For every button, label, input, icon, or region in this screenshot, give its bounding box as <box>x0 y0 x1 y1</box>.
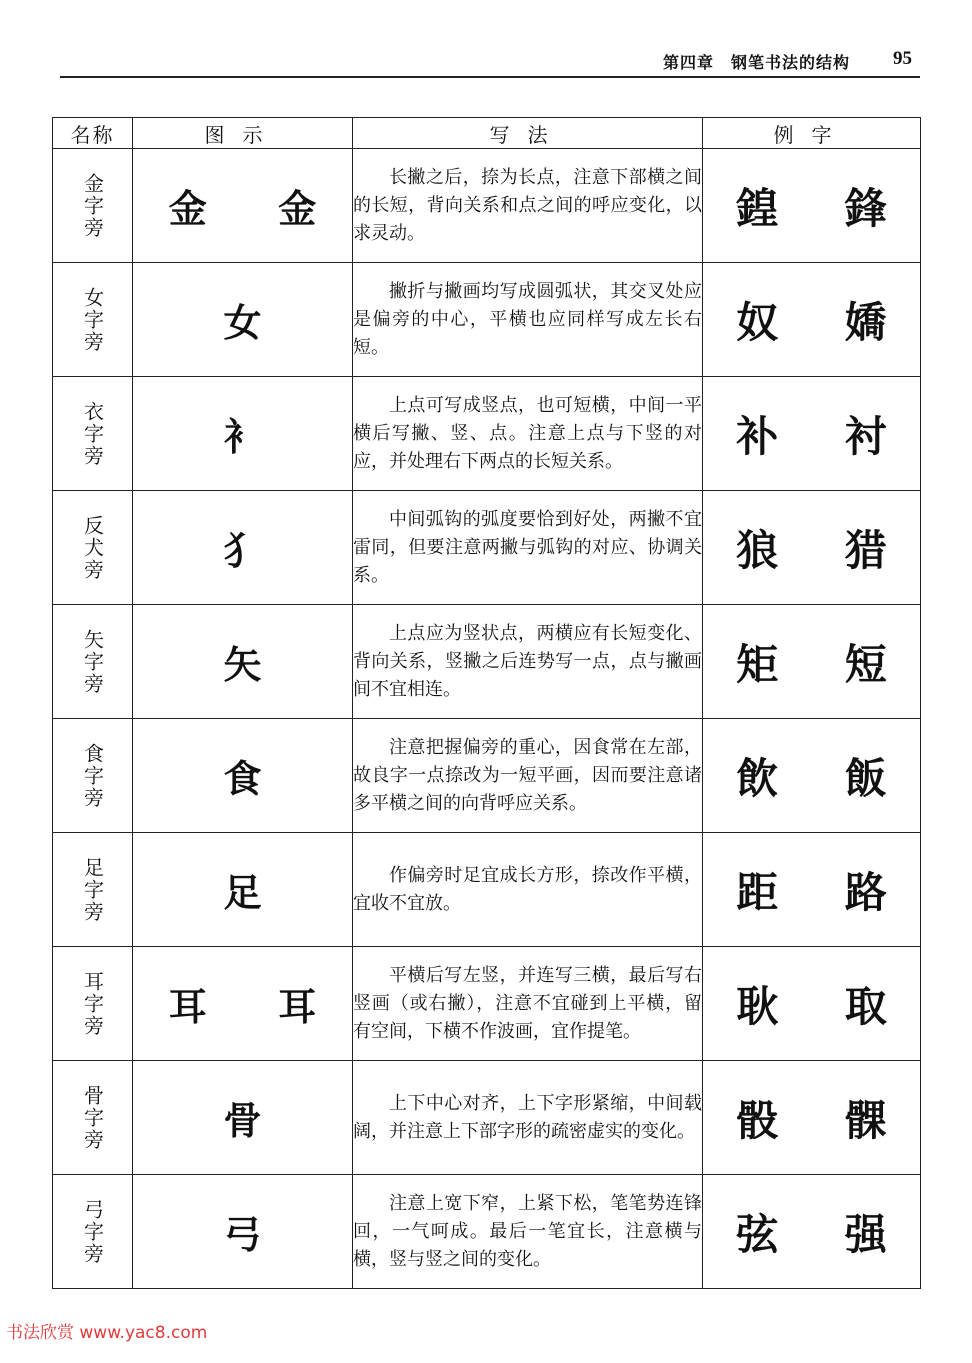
radical-name: 衣字旁 <box>53 377 133 491</box>
diagram-cell <box>133 947 353 1061</box>
diagram-glyph: 衤 <box>223 414 262 459</box>
example-glyph: 猎 <box>844 525 887 575</box>
table-row <box>53 719 921 833</box>
example-glyph: 路 <box>844 867 887 917</box>
method-text: 注意把握偏旁的重心，因食常在左部，故良字一点捺改为一短平画，因而要注意诸多平横之间的向背呼应关系。 <box>353 719 703 833</box>
diagram-glyph: 金 <box>168 186 207 231</box>
example-glyph: 鋒 <box>844 183 887 233</box>
example-glyph: 耿 <box>736 981 779 1031</box>
diagram-cell <box>133 263 353 377</box>
table-row <box>53 149 921 263</box>
diagram-glyph: 食 <box>223 756 262 801</box>
example-cell <box>703 947 921 1061</box>
example-glyph: 狼 <box>736 525 779 575</box>
radical-name: 金字旁 <box>53 149 133 263</box>
example-cell <box>703 1061 921 1175</box>
example-cell <box>703 377 921 491</box>
table-row <box>53 1061 921 1175</box>
table-row <box>53 377 921 491</box>
radical-name: 反犬旁 <box>53 491 133 605</box>
method-text: 平横后写左竖，并连写三横，最后写右竖画（或右撇），注意不宜碰到上平横，留有空间，下横不作波画，宜作提笔。 <box>353 947 703 1061</box>
diagram-cell <box>133 719 353 833</box>
example-cell <box>703 1175 921 1289</box>
table-row <box>53 263 921 377</box>
example-glyph: 飲 <box>736 753 779 803</box>
method-text: 注意上宽下窄，上紧下松，笔笔势连锋回，一气呵成。最后一笔宜长，注意横与横，竖与竖之间的变化。 <box>353 1175 703 1289</box>
example-glyph: 补 <box>736 411 779 461</box>
table-row <box>53 947 921 1061</box>
table-header-row <box>53 118 921 149</box>
diagram-cell <box>133 491 353 605</box>
radical-name: 女字旁 <box>53 263 133 377</box>
method-text: 作偏旁时足宜成长方形，捺改作平横，宜收不宜放。 <box>353 833 703 947</box>
diagram-glyph: 女 <box>223 300 262 345</box>
method-text: 中间弧钩的弧度要恰到好处，两撇不宜雷同，但要注意两撇与弧钩的对应、协调关系。 <box>353 491 703 605</box>
example-cell <box>703 605 921 719</box>
example-glyph: 嬌 <box>844 297 887 347</box>
example-cell <box>703 719 921 833</box>
table-row <box>53 833 921 947</box>
chapter-title: 第四章 钢笔书法的结构 <box>662 53 850 72</box>
example-glyph: 短 <box>844 639 887 689</box>
example-cell <box>703 491 921 605</box>
diagram-glyph: 金 <box>278 186 317 231</box>
example-glyph: 鍠 <box>736 183 779 233</box>
example-glyph: 髁 <box>844 1095 887 1145</box>
example-glyph: 衬 <box>844 411 887 461</box>
example-glyph: 取 <box>844 981 887 1031</box>
radical-name: 矢字旁 <box>53 605 133 719</box>
radical-table <box>52 117 921 1289</box>
header-name: 名称 <box>53 118 133 149</box>
diagram-glyph: 矢 <box>223 642 262 687</box>
diagram-cell <box>133 149 353 263</box>
radical-name: 骨字旁 <box>53 1061 133 1175</box>
table-row <box>53 491 921 605</box>
example-glyph: 强 <box>844 1209 887 1259</box>
diagram-glyph: 足 <box>223 870 262 915</box>
radical-name: 耳字旁 <box>53 947 133 1061</box>
header-examples: 例字 <box>703 118 921 149</box>
diagram-cell <box>133 1175 353 1289</box>
watermark: 书法欣赏 www.yac8.com <box>6 1323 208 1343</box>
header-method: 写法 <box>353 118 703 149</box>
method-text: 长撇之后，捺为长点，注意下部横之间的长短，背向关系和点之间的呼应变化，以求灵动。 <box>353 149 703 263</box>
diagram-glyph: 耳 <box>168 984 207 1029</box>
example-glyph: 距 <box>736 867 779 917</box>
example-glyph: 骰 <box>736 1095 779 1145</box>
diagram-cell <box>133 833 353 947</box>
diagram-glyph: 弓 <box>223 1212 262 1257</box>
table-row <box>53 1175 921 1289</box>
diagram-cell <box>133 605 353 719</box>
example-glyph: 弦 <box>736 1209 779 1259</box>
example-cell <box>703 149 921 263</box>
diagram-glyph: 骨 <box>223 1098 262 1143</box>
example-glyph: 奴 <box>736 297 779 347</box>
example-cell <box>703 833 921 947</box>
page-number: 95 <box>893 48 912 69</box>
diagram-cell <box>133 1061 353 1175</box>
example-glyph: 飯 <box>844 753 887 803</box>
diagram-glyph: 犭 <box>223 528 262 573</box>
header-diagram: 图示 <box>133 118 353 149</box>
method-text: 上点可写成竖点，也可短横，中间一平横后写撇、竖、点。注意上点与下竖的对应，并处理右下两点的长短关系。 <box>353 377 703 491</box>
page-header <box>60 44 920 78</box>
example-glyph: 矩 <box>736 639 779 689</box>
method-text: 上点应为竖状点，两横应有长短变化、背向关系，竖撇之后连势写一点，点与撇画间不宜相连。 <box>353 605 703 719</box>
diagram-cell <box>133 377 353 491</box>
radical-name: 足字旁 <box>53 833 133 947</box>
diagram-glyph: 耳 <box>278 984 317 1029</box>
radical-name: 食字旁 <box>53 719 133 833</box>
radical-name: 弓字旁 <box>53 1175 133 1289</box>
method-text: 上下中心对齐，上下字形紧缩，中间载阔，并注意上下部字形的疏密虚实的变化。 <box>353 1061 703 1175</box>
method-text: 撇折与撇画均写成圆弧状，其交叉处应是偏旁的中心，平横也应同样写成左长右短。 <box>353 263 703 377</box>
example-cell <box>703 263 921 377</box>
table-row <box>53 605 921 719</box>
